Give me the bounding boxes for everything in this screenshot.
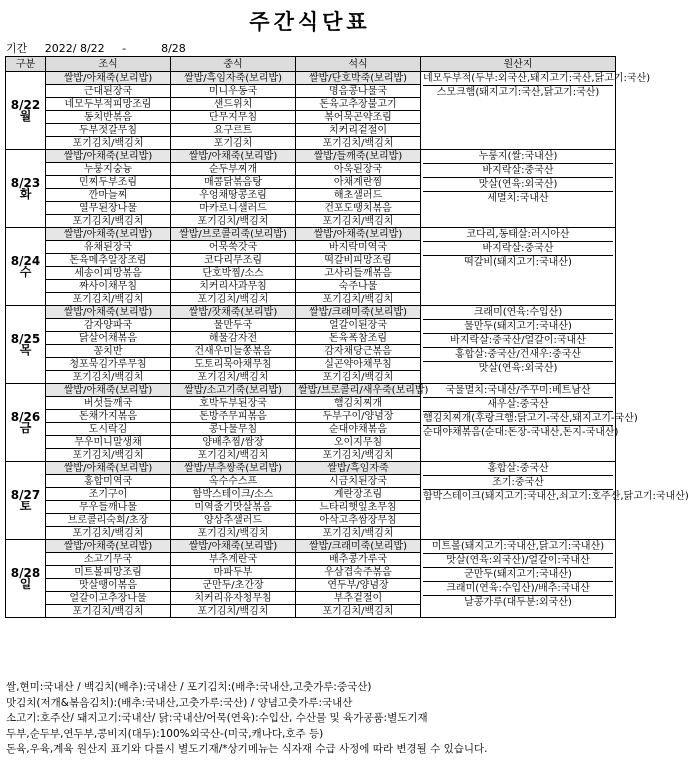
header-category: 구분 [6, 57, 46, 72]
breakfast-item: 돈채가지볶음 [46, 410, 171, 423]
header-row [6, 57, 616, 72]
day-date: 8/28 [10, 565, 41, 580]
breakfast-item: 얼갈이고추장나물 [46, 592, 171, 605]
lunch-item: 순두부찌개 [171, 163, 296, 176]
breakfast-item: 포기김치/백김치 [46, 449, 171, 462]
dinner-item: 쌀밥/아채죽(보리밥) [296, 228, 421, 241]
day-cell [6, 228, 46, 306]
lunch-item: 마카로니샐러드 [171, 202, 296, 215]
dinner-item: 돈육폭참조림 [296, 332, 421, 345]
day-date: 8/25 [10, 331, 41, 346]
origin-line: 군만두(돼지고기:국내산) [423, 568, 613, 582]
period-label: 기간 [6, 42, 28, 55]
lunch-item: 단무지무침 [171, 111, 296, 124]
origin-line: 바지락살:중국산/얼갈이:국내산 [423, 334, 613, 348]
day-weekday: 목 [19, 342, 32, 357]
origin-line: 맛살(연육:외국산) [478, 363, 558, 374]
dinner-item: 배추콩가루국 [296, 553, 421, 566]
lunch-item: 마파두부 [171, 566, 296, 579]
breakfast-item: 조기구이 [46, 488, 171, 501]
breakfast-item: 쌀밥/아채죽(보리밥) [46, 72, 171, 85]
origin-line: 날콩가루(대두분:외국산) [464, 597, 572, 608]
breakfast-item: 청포묵김가루무침 [46, 358, 171, 371]
lunch-item: 매콤닭볶음탕 [171, 176, 296, 189]
lunch-item: 치커리유자청무침 [171, 592, 296, 605]
origin-line: 조기:중국산 [423, 476, 613, 490]
origin-line: 네모두부적(두부:외국산,돼지고기:국산,닭고기:국산) [423, 73, 651, 84]
lunch-item: 포기김치/백김치 [171, 527, 296, 540]
dinner-item: 고사리들깨볶음 [296, 267, 421, 280]
dinner-item: 아욱된장국 [296, 163, 421, 176]
breakfast-item: 돈육메추알장조림 [46, 254, 171, 267]
dinner-item: 느타리햇잎초무침 [296, 501, 421, 514]
origin-cell [421, 462, 689, 540]
dinner-item: 시금치된장국 [296, 475, 421, 488]
dinner-item: 치커리겉절이 [296, 124, 421, 137]
menu-row [6, 384, 616, 397]
breakfast-item: 무우미니말생채 [46, 436, 171, 449]
lunch-item: 건새우미늘쫑볶음 [171, 345, 296, 358]
origin-line: 떡갈비(돼지고기:국내산) [464, 257, 572, 268]
lunch-item: 호박두부된장국 [171, 397, 296, 410]
origin-line: 햄김치찌개(후랑크햄:닭고기-국산,돼지고기-국산) [423, 413, 638, 424]
breakfast-item: 근대된장국 [46, 85, 171, 98]
lunch-item: 콩나물무침 [171, 423, 296, 436]
lunch-item: 옥수수스프 [171, 475, 296, 488]
breakfast-item: 민찌두부조림 [46, 176, 171, 189]
day-cell [6, 384, 46, 462]
origin-line: 바지락살:중국산 [423, 242, 613, 256]
day-date: 8/22 [10, 97, 41, 112]
origin-line: 홍합살:중국산/건새우:중국산 [423, 348, 613, 362]
breakfast-item: 포기김치/백김치 [46, 293, 171, 306]
lunch-item: 포기김치/백김치 [171, 449, 296, 462]
lunch-item: 물만두국 [171, 319, 296, 332]
period-end: 8/28 [161, 42, 186, 55]
lunch-item: 요구르트 [171, 124, 296, 137]
dinner-item: 포기김치/백김치 [296, 527, 421, 540]
lunch-item: 치커리사과무침 [171, 280, 296, 293]
day-cell [6, 306, 46, 384]
dinner-item: 바지락미역국 [296, 241, 421, 254]
period-separator: - [122, 42, 127, 55]
lunch-item: 미니우동국 [171, 85, 296, 98]
breakfast-item: 누룽지숭늉 [46, 163, 171, 176]
breakfast-item: 열무된장나물 [46, 202, 171, 215]
breakfast-item: 포기김치/백김치 [46, 527, 171, 540]
lunch-item: 샌드위치 [171, 98, 296, 111]
lunch-item: 우엉채땅콩조림 [171, 189, 296, 202]
breakfast-item: 포기김치/백김치 [46, 605, 171, 618]
dinner-item: 숙주나물 [296, 280, 421, 293]
lunch-item: 포기김치/백김치 [171, 371, 296, 384]
breakfast-item: 쌀밥/아채죽(보리밥) [46, 306, 171, 319]
dinner-item: 포기김치/백김치 [296, 605, 421, 618]
breakfast-item: 짜사이채무침 [46, 280, 171, 293]
origin-line: 국물멸치:국내산/주꾸미:베트남산 [423, 384, 613, 398]
breakfast-item: 두부젓갈무침 [46, 124, 171, 137]
lunch-item: 포기김치/백김치 [171, 293, 296, 306]
dinner-item: 쌀밥/흑임자죽 [296, 462, 421, 475]
dinner-item: 쌀밥/들깨죽(보리밥) [296, 150, 421, 163]
day-cell [6, 462, 46, 540]
dinner-item: 우삼겹숙주볶음 [296, 566, 421, 579]
day-date: 8/27 [10, 487, 41, 502]
dinner-item: 포기김치/백김치 [296, 137, 421, 150]
lunch-item: 쌀밥/소고기죽(보리밥) [171, 384, 296, 397]
lunch-item: 함박스테이크/소스 [171, 488, 296, 501]
lunch-item: 군만두/초간장 [171, 579, 296, 592]
breakfast-item: 버섯들깨국 [46, 397, 171, 410]
breakfast-item: 감자양파국 [46, 319, 171, 332]
origin-line: 세멸치:국내산 [487, 193, 549, 204]
breakfast-item: 포기김치/백김치 [46, 137, 171, 150]
dinner-item: 감자채당근볶음 [296, 345, 421, 358]
lunch-item: 돈방주무피볶음 [171, 410, 296, 423]
note-line: 소고기:호주산/ 돼지고기:국내산/ 닭:국내산/어묵(연육):수입산, 수산물 및 육가공품:별도기재 [6, 712, 428, 724]
origin-line: 스모크햄(돼지고기:국산,닭고기:국산) [436, 87, 600, 98]
day-cell [6, 150, 46, 228]
origin-cell [421, 306, 616, 384]
origin-line: 크래미(연육:수입산)/배추:국내산 [423, 582, 613, 596]
lunch-item: 쌀밥/아채죽(보리밥) [171, 150, 296, 163]
menu-row [6, 462, 616, 475]
breakfast-item: 유채된장국 [46, 241, 171, 254]
breakfast-item: 포기김치/백김치 [46, 371, 171, 384]
breakfast-item: 닭살어채볶음 [46, 332, 171, 345]
header-origin: 원산지 [421, 57, 616, 72]
note-line: 쌀,현미:국내산 / 백김치(배추):국내산 / 포기김치:(배추:국내산,고춧가루:중국산) [6, 681, 372, 693]
lunch-item: 어묵쑥갓국 [171, 241, 296, 254]
lunch-item: 코다리무조림 [171, 254, 296, 267]
breakfast-item: 홍합미역국 [46, 475, 171, 488]
origin-line: 누룽지(쌀:국내산) [423, 150, 613, 164]
dinner-item: 부추겉절이 [296, 592, 421, 605]
menu-body [6, 72, 689, 618]
origin-cell [421, 150, 616, 228]
dinner-item: 실곤약아채무침 [296, 358, 421, 371]
dinner-item: 아삭고추쌈장무침 [296, 514, 421, 527]
notes [6, 680, 616, 758]
dinner-item: 건포도땡치볶음 [296, 202, 421, 215]
day-date: 8/24 [10, 253, 41, 268]
day-date: 8/26 [10, 409, 41, 424]
lunch-item: 양배추찜/쌈장 [171, 436, 296, 449]
dinner-item: 얼갈이된장국 [296, 319, 421, 332]
dinner-item: 포기김치/백김치 [296, 293, 421, 306]
origin-line: 코다리,동태살:러시아산 [423, 228, 613, 242]
lunch-item: 단호박찜/소스 [171, 267, 296, 280]
dinner-item: 볶어묵곤약조림 [296, 111, 421, 124]
breakfast-item: 네모두부적피망조림 [46, 98, 171, 111]
dinner-item: 쌀밥/크래미죽(보리밥) [296, 306, 421, 319]
breakfast-item: 소고기무국 [46, 553, 171, 566]
lunch-item: 쌀밥/흑임자죽(보리밥) [171, 72, 296, 85]
origin-line: 물만두(돼지고기:국내산) [423, 320, 613, 334]
menu-row [6, 150, 616, 163]
dinner-item: 연두부/양념장 [296, 579, 421, 592]
dinner-item: 아채계란찜 [296, 176, 421, 189]
dinner-item: 쌀밥/단호박죽(보리밥) [296, 72, 421, 85]
dinner-item: 오이지무침 [296, 436, 421, 449]
day-weekday: 월 [19, 108, 32, 123]
dinner-item: 명음콩나물국 [296, 85, 421, 98]
day-weekday: 금 [19, 420, 32, 435]
breakfast-item: 쌀밥/아채죽(보리밥) [46, 150, 171, 163]
breakfast-item: 동치반볶음 [46, 111, 171, 124]
menu-row [6, 306, 616, 319]
note-line: 돈육,우육,계육 원산지 표기와 다를시 별도기재/*상기메뉴는 식자재 수급 사정에 따라 변경될 수 있습니다. [6, 743, 488, 755]
breakfast-item: 무우들깨나물 [46, 501, 171, 514]
origin-line: 미트볼(돼지고기:국내산,닭고기:국내산) [423, 540, 613, 554]
origin-cell [421, 72, 651, 150]
menu-row [6, 228, 616, 241]
lunch-item: 해물감자전 [171, 332, 296, 345]
dinner-item: 포기김치/백김치 [296, 371, 421, 384]
lunch-item: 포기김치/백김치 [171, 605, 296, 618]
lunch-item: 양상추샐러드 [171, 514, 296, 527]
day-cell [6, 72, 46, 150]
breakfast-item: 꽁치반 [46, 345, 171, 358]
day-date: 8/23 [10, 175, 41, 190]
origin-cell [421, 540, 616, 618]
dinner-item: 햄김치찌개 [296, 397, 421, 410]
dinner-item: 쌀밥/브로콜리/새우죽(보리밥) [296, 384, 421, 397]
origin-line: 맛살(연육:외국산) [423, 178, 613, 192]
dinner-item: 쌀밥/크래미죽(보리밥) [296, 540, 421, 553]
lunch-item: 포기김치/백김치 [171, 215, 296, 228]
header-dinner: 석식 [296, 57, 421, 72]
breakfast-item: 쌀밥/아채죽(보리밥) [46, 540, 171, 553]
breakfast-item: 포기김치/백김치 [46, 215, 171, 228]
dinner-item: 해초샐러드 [296, 189, 421, 202]
origin-cell [421, 228, 616, 306]
day-weekday: 화 [19, 186, 32, 201]
header-lunch: 중식 [171, 57, 296, 72]
lunch-item: 포기김치 [171, 137, 296, 150]
origin-line: 홍합살:중국산 [423, 462, 613, 476]
day-weekday: 일 [19, 576, 32, 591]
breakfast-item: 쌀밥/아채죽(보리밥) [46, 462, 171, 475]
dinner-item: 떡갈비피망조림 [296, 254, 421, 267]
dinner-item: 두부구이/양념장 [296, 410, 421, 423]
lunch-item: 도토리묵아채무침 [171, 358, 296, 371]
breakfast-item: 맛살땡이볶음 [46, 579, 171, 592]
lunch-item: 쌀밥/잣채죽(보리밥) [171, 306, 296, 319]
breakfast-item: 도시락김 [46, 423, 171, 436]
period [6, 40, 186, 56]
breakfast-item: 세송이피망볶음 [46, 267, 171, 280]
note-line: 맛김치(저개&볶음김치):(배추:국내산,고춧가루:국산) / 양념고춧가루:국내산 [6, 696, 353, 709]
lunch-item: 쌀밥/아채죽(보리밥) [171, 540, 296, 553]
period-start: 2022/ 8/22 [44, 42, 105, 55]
lunch-item: 쌀밥/브로콜리죽(보리밥) [171, 228, 296, 241]
note-line: 두부,순두부,연두부,콩비지(대두):100%외국산-(미국,캐나다,호주 등) [6, 727, 324, 740]
breakfast-item: 쌀밥/아채죽(보리밥) [46, 228, 171, 241]
origin-line: 크래미(연육:수입산) [423, 306, 613, 320]
dinner-item: 포기김치/백김치 [296, 449, 421, 462]
origin-cell [421, 384, 638, 462]
breakfast-item: 브로콜리숙회/초장 [46, 514, 171, 527]
origin-line: 순대야채볶음(순대:돈장-국내산,돈지-국내산) [423, 427, 619, 438]
lunch-item: 부추계란국 [171, 553, 296, 566]
breakfast-item: 쌀밥/아채죽(보리밥) [46, 384, 171, 397]
dinner-item: 순대야채볶음 [296, 423, 421, 436]
dinner-item: 포기김치/백김치 [296, 215, 421, 228]
lunch-item: 쌀밥/부추쌍죽(보리밥) [171, 462, 296, 475]
page-title: 주간식단표 [249, 10, 371, 34]
menu-row [6, 72, 616, 85]
origin-line: 맛살(연육:외국산)/얼갈이:국내산 [423, 554, 613, 568]
origin-line: 함박스테이크(돼지고기:국내산,쇠고기:호주산,닭고기:국내산) [423, 491, 689, 502]
dinner-item: 돈육고추장불고기 [296, 98, 421, 111]
breakfast-item: 미트볼피망조림 [46, 566, 171, 579]
origin-line: 새우살:중국산 [423, 398, 613, 412]
breakfast-item: 깐마늘찌 [46, 189, 171, 202]
header-breakfast: 조식 [46, 57, 171, 72]
menu-table [5, 56, 689, 618]
day-weekday: 토 [19, 498, 32, 513]
menu-row [6, 540, 616, 553]
day-cell [6, 540, 46, 618]
day-weekday: 수 [19, 264, 32, 279]
dinner-item: 계란장조림 [296, 488, 421, 501]
lunch-item: 미역줄기맛살볶음 [171, 501, 296, 514]
origin-line: 바지락살:중국산 [423, 164, 613, 178]
